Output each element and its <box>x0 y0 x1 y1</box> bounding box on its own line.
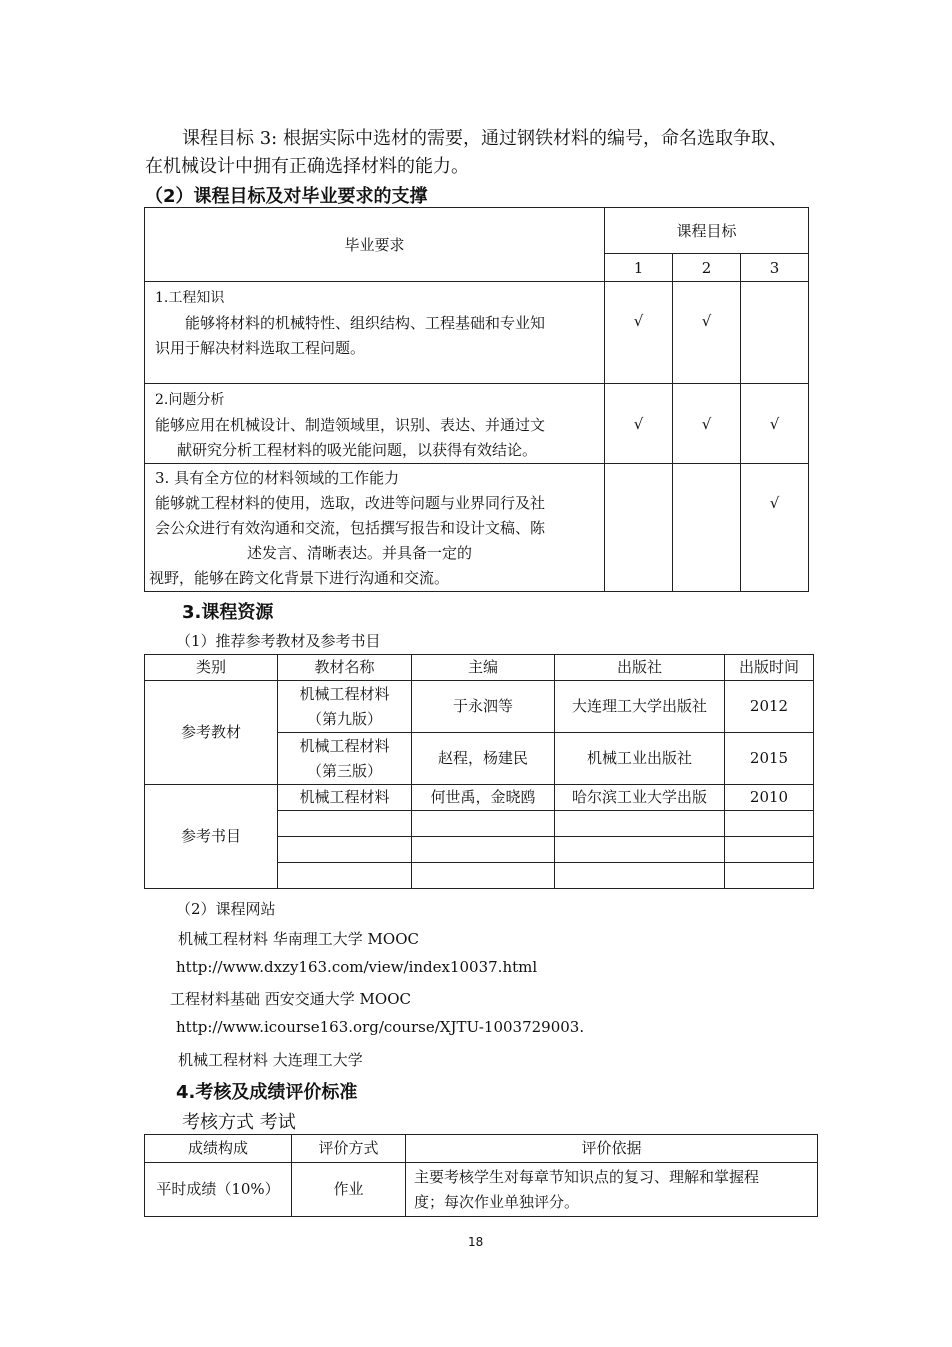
requirement-1-line: 识用于解决材料选取工程问题。 <box>155 339 366 357</box>
support-table <box>144 207 809 592</box>
book-year: 2010 <box>725 785 814 811</box>
check-mark <box>605 464 673 592</box>
category-reference: 参考书目 <box>145 785 278 889</box>
col-header: 类别 <box>145 655 278 681</box>
col-header: 评价方式 <box>292 1135 406 1163</box>
requirement-1-title: 1.工程知识 <box>155 290 225 306</box>
grade-basis: 主要考核学生对每章节知识点的复习、理解和掌握程 度；每次作业单独评分。 <box>406 1163 818 1217</box>
websites-subtitle: （2）课程网站 <box>176 900 276 918</box>
book-year: 2012 <box>725 681 814 733</box>
requirement-1 <box>145 282 605 384</box>
col-header: 成绩构成 <box>145 1135 292 1163</box>
col-header: 评价依据 <box>406 1135 818 1163</box>
check-mark: √ <box>673 282 741 384</box>
site-1-name: 机械工程材料 华南理工大学 MOOC <box>178 930 419 948</box>
grade-component: 平时成绩（10%） <box>145 1163 292 1217</box>
site-2-url: http://www.icourse163.org/course/XJTU-1003729003. <box>176 1018 585 1036</box>
requirement-3-title: 3. 具有全方位的材料领域的工作能力 <box>155 469 400 487</box>
col-header: 教材名称 <box>278 655 412 681</box>
header-course-goal: 课程目标 <box>605 208 809 254</box>
goal-col-3: 3 <box>741 254 809 282</box>
requirement-2-line: 献研究分析工程材料的吸光能问题，以获得有效结论。 <box>177 441 538 459</box>
exam-method: 考核方式 考试 <box>182 1112 296 1133</box>
goal-col-2: 2 <box>673 254 741 282</box>
site-1-url: http://www.dxzy163.com/view/index10037.html <box>176 958 538 976</box>
book-publisher: 机械工业出版社 <box>555 733 725 785</box>
grade-method: 作业 <box>292 1163 406 1217</box>
book-editor: 赵程，杨建民 <box>412 733 555 785</box>
requirement-3 <box>145 464 605 592</box>
intro-line-1: 课程目标 3: 根据实际中选材的需要，通过钢铁材料的编号，命名选取争取、 <box>182 128 787 149</box>
page-number: 18 <box>468 1235 484 1249</box>
check-mark: √ <box>741 464 809 592</box>
section-4-title: 4.考核及成绩评价标准 <box>176 1082 358 1103</box>
col-header: 出版时间 <box>725 655 814 681</box>
book-name: 机械工程材料 （第九版） <box>278 681 412 733</box>
table-row <box>145 681 814 733</box>
col-header: 出版社 <box>555 655 725 681</box>
requirement-1-line: 能够将材料的机械特性、组织结构、工程基础和专业知 <box>185 314 546 332</box>
site-3-name: 机械工程材料 大连理工大学 <box>178 1051 363 1069</box>
requirement-2-title: 2.问题分析 <box>155 392 225 408</box>
check-mark: √ <box>673 384 741 464</box>
check-mark: √ <box>741 384 809 464</box>
section-3-title: 3.课程资源 <box>182 602 274 623</box>
table-row <box>145 1163 818 1217</box>
header-graduation-requirement: 毕业要求 <box>145 208 605 282</box>
grade-table <box>144 1134 818 1217</box>
books-subtitle: （1）推荐参考教材及参考书目 <box>176 632 381 650</box>
site-2-name: 工程材料基础 西安交通大学 MOOC <box>170 990 411 1008</box>
check-mark <box>673 464 741 592</box>
check-mark: √ <box>605 282 673 384</box>
check-mark: √ <box>605 384 673 464</box>
book-year: 2015 <box>725 733 814 785</box>
goal-col-1: 1 <box>605 254 673 282</box>
requirement-3-line: 会公众进行有效沟通和交流，包括撰写报告和设计文稿、陈 <box>155 519 546 537</box>
table-row <box>145 785 814 811</box>
requirement-2 <box>145 384 605 464</box>
book-editor: 于永泗等 <box>412 681 555 733</box>
book-editor: 何世禹，金晓鸥 <box>412 785 555 811</box>
book-name: 机械工程材料 <box>278 785 412 811</box>
requirement-3-line: 述发言、清晰表达。并具备一定的 <box>247 544 473 562</box>
category-textbook: 参考教材 <box>145 681 278 785</box>
requirement-3-line: 视野，能够在跨文化背景下进行沟通和交流。 <box>149 569 450 587</box>
requirement-3-line: 能够就工程材料的使用，选取，改进等问题与业界同行及社 <box>155 494 546 512</box>
check-mark <box>741 282 809 384</box>
book-publisher: 大连理工大学出版社 <box>555 681 725 733</box>
books-table <box>144 654 814 889</box>
requirement-2-line: 能够应用在机械设计、制造领域里，识别、表达、并通过文 <box>155 416 546 434</box>
book-name: 机械工程材料 （第三版） <box>278 733 412 785</box>
intro-line-2: 在机械设计中拥有正确选择材料的能力。 <box>145 156 469 177</box>
book-publisher: 哈尔滨工业大学出版 <box>555 785 725 811</box>
section-2-title: （2）课程目标及对毕业要求的支撑 <box>145 186 428 207</box>
col-header: 主编 <box>412 655 555 681</box>
